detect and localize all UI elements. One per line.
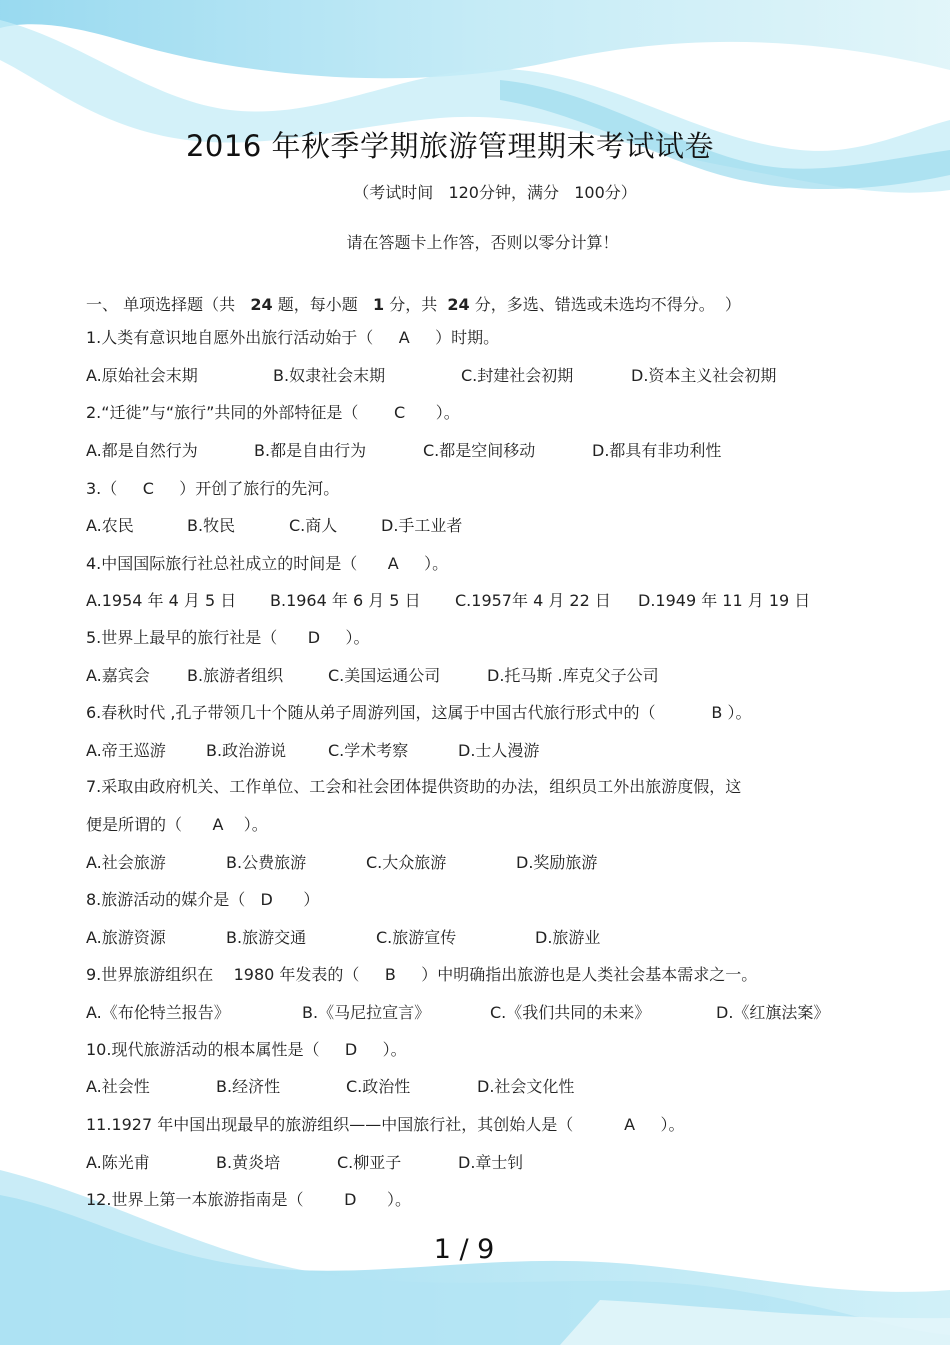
question-option: A.原始社会末期 xyxy=(86,366,198,385)
question-stem: 12.世界上第一本旅游指南是（ D ）。 xyxy=(86,1190,411,1209)
question-option: D.旅游业 xyxy=(535,928,601,947)
question-option: A.都是自然行为 xyxy=(86,441,198,460)
question-stem: 8.旅游活动的媒介是（ D ） xyxy=(86,890,320,909)
question-option: D.托马斯 .库克父子公司 xyxy=(487,666,659,685)
question-stem: 4.中国国际旅行社总社成立的时间是（ A ）。 xyxy=(86,554,449,573)
question-stem: 11.1927 年中国出现最早的旅游组织——中国旅行社，其创始人是（ A ）。 xyxy=(86,1115,685,1134)
question-option: B.政治游说 xyxy=(206,741,287,760)
question-stem: 2.“迁徙”与“旅行”共同的外部特征是（ C ）。 xyxy=(86,403,460,422)
section-mid-text-2: 分，共 xyxy=(384,295,448,314)
question-option: A.陈光甫 xyxy=(86,1153,150,1172)
question-option: A.旅游资源 xyxy=(86,928,166,947)
question-option: A.社会旅游 xyxy=(86,853,166,872)
question-option: D.《红旗法案》 xyxy=(716,1003,830,1022)
question-option: C.封建社会初期 xyxy=(461,366,574,385)
question-option: B.公费旅游 xyxy=(226,853,307,872)
section-heading xyxy=(86,292,741,315)
question-option: C.美国运通公司 xyxy=(328,666,441,685)
question-option: B.经济性 xyxy=(216,1077,281,1096)
question-option: B.都是自由行为 xyxy=(254,441,367,460)
question-option: B.奴隶社会末期 xyxy=(273,366,386,385)
section-points-each: 1 xyxy=(372,295,385,314)
question-option: D.章士钊 xyxy=(458,1153,524,1172)
question-option: C.《我们共同的未来》 xyxy=(490,1003,651,1022)
question-option: A.帝王巡游 xyxy=(86,741,166,760)
question-option: C.大众旅游 xyxy=(366,853,447,872)
question-option: B.《马尼拉宣言》 xyxy=(302,1003,431,1022)
question-stem: 1.人类有意识地自愿外出旅行活动始于（ A ）时期。 xyxy=(86,328,500,347)
exam-title: 2016 年秋季学期旅游管理期末考试试卷 xyxy=(185,129,715,163)
question-option: B.旅游交通 xyxy=(226,928,307,947)
question-option: D.奖励旅游 xyxy=(516,853,598,872)
question-option: D.士人漫游 xyxy=(458,741,540,760)
question-option: C.商人 xyxy=(289,516,338,535)
question-option: B.牧民 xyxy=(187,516,236,535)
question-option: A.《布伦特兰报告》 xyxy=(86,1003,230,1022)
question-option: B.旅游者组织 xyxy=(187,666,284,685)
question-stem: 7.采取由政府机关、工作单位、工会和社会团体提供资助的办法，组织员工外出旅游度假，这 xyxy=(86,777,742,796)
question-option: D.都具有非功利性 xyxy=(592,441,722,460)
section-question-count: 24 xyxy=(250,295,273,314)
question-option: D.资本主义社会初期 xyxy=(631,366,777,385)
question-option: D.手工业者 xyxy=(381,516,463,535)
question-stem: 6.春秋时代 ,孔子带领几十个随从弟子周游列国，这属于中国古代旅行形式中的（ B ）。 xyxy=(86,703,752,722)
question-option: B.黄炎培 xyxy=(216,1153,281,1172)
question-option: D.1949 年 11 月 19 日 xyxy=(638,591,811,610)
question-option: A.1954 年 4 月 5 日 xyxy=(86,591,237,610)
question-option: A.社会性 xyxy=(86,1077,150,1096)
question-option: C.都是空间移动 xyxy=(423,441,536,460)
question-option: A.嘉宾会 xyxy=(86,666,150,685)
question-stem: 10.现代旅游活动的根本属性是（ D ）。 xyxy=(86,1040,407,1059)
exam-duration-note: （考试时间 120分钟，满分 100分） xyxy=(353,183,637,202)
question-option: A.农民 xyxy=(86,516,134,535)
question-option: D.社会文化性 xyxy=(477,1077,575,1096)
question-stem: 9.世界旅游组织在 1980 年发表的（ B ）中明确指出旅游也是人类社会基本需求之一。 xyxy=(86,965,758,984)
question-option: C.旅游宣传 xyxy=(376,928,457,947)
answer-sheet-notice: 请在答题卡上作答，否则以零分计算！ xyxy=(346,233,619,252)
page-number: 1 / 9 xyxy=(433,1234,495,1265)
section-total-points: 24 xyxy=(447,295,470,314)
question-option: C.政治性 xyxy=(346,1077,411,1096)
question-stem: 5.世界上最早的旅行社是（ D ）。 xyxy=(86,628,370,647)
section-prefix: 一、 单项选择题（共 xyxy=(86,295,251,314)
question-option: C.柳亚子 xyxy=(337,1153,402,1172)
section-suffix: 分，多选、错选或未选均不得分。 ） xyxy=(469,295,741,314)
question-stem-continued: 便是所谓的（ A ）。 xyxy=(86,815,268,834)
question-option: B.1964 年 6 月 5 日 xyxy=(270,591,421,610)
question-stem: 3.（ C ）开创了旅行的先河。 xyxy=(86,479,340,498)
question-option: C.学术考察 xyxy=(328,741,409,760)
question-option: C.1957年 4 月 22 日 xyxy=(455,591,611,610)
section-mid-text: 题，每小题 xyxy=(272,295,373,314)
